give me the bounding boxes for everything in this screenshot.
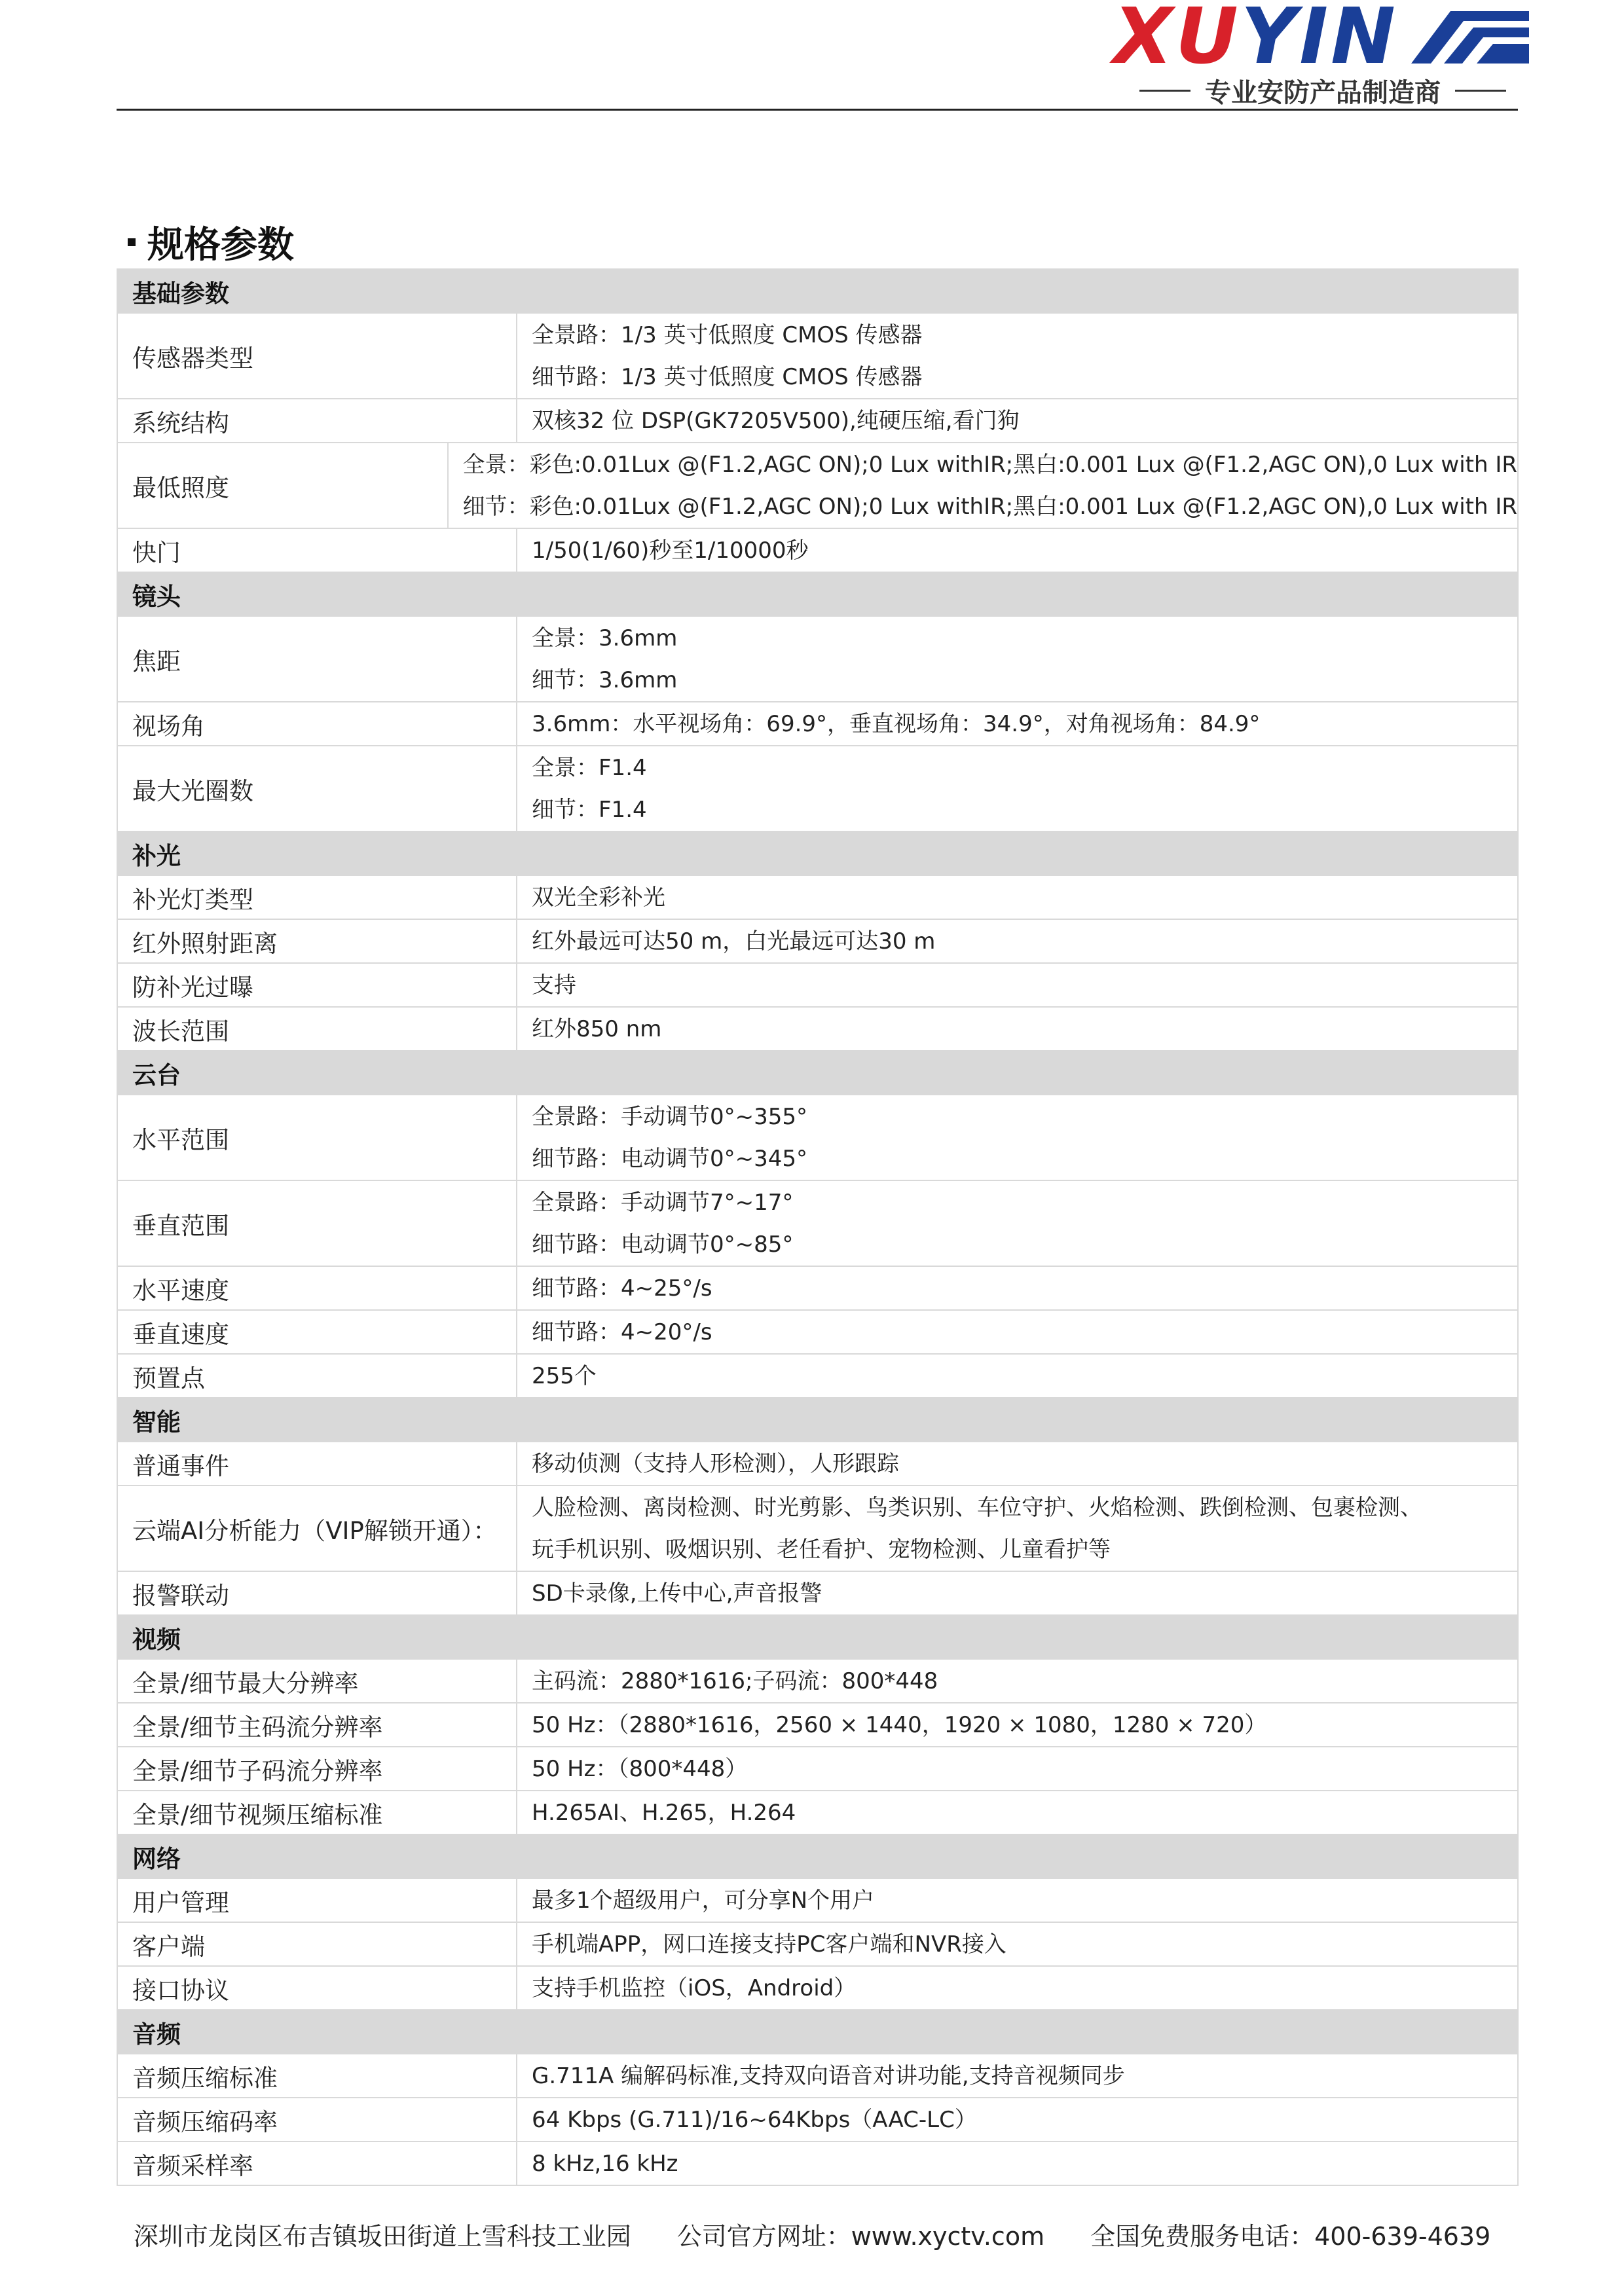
section-title: 基础参数 (132, 279, 229, 308)
section-title: 智能 (132, 1408, 181, 1436)
spec-value (517, 1181, 1517, 1266)
spec-label: 垂直范围 (118, 1181, 517, 1266)
section-title: 镜头 (132, 582, 181, 611)
spec-label: 最低照度 (118, 443, 449, 528)
spec-row (117, 702, 1519, 746)
spec-value (517, 1572, 1517, 1614)
spec-label: 报警联动 (118, 1572, 517, 1614)
spec-value-line: 玩手机识别、吸烟识别、老任看护、宠物检测、儿童看护等 (532, 1536, 1111, 1563)
spec-row (117, 1442, 1519, 1486)
spec-row (117, 876, 1519, 920)
tagline-dash-right (1455, 90, 1506, 92)
logo-blue-part: YIN (1240, 0, 1398, 81)
spec-label: 音频压缩码率 (118, 2098, 517, 2141)
spec-value-line: 全景：F1.4 (532, 754, 647, 781)
spec-value-line: 手机端APP，网口连接支持PC客户端和NVR接入 (532, 1931, 1006, 1958)
spec-value-line: G.711A 编解码标准,支持双向语音对讲功能,支持音视频同步 (532, 2062, 1125, 2089)
spec-value (517, 964, 1517, 1006)
logo-wordmark (1113, 0, 1398, 79)
spec-value (517, 1008, 1517, 1050)
spec-row (117, 1879, 1519, 1923)
spec-label: 全景/细节主码流分辨率 (118, 1704, 517, 1746)
spec-row (117, 1311, 1519, 1355)
page-title: 规格参数 (147, 224, 294, 266)
spec-row (117, 443, 1519, 529)
spec-label: 传感器类型 (118, 314, 517, 398)
spec-value-line: SD卡录像,上传中心,声音报警 (532, 1580, 822, 1607)
spec-value (517, 1355, 1517, 1397)
spec-table (117, 268, 1519, 2186)
logo-tagline (1120, 74, 1526, 107)
spec-row (117, 1095, 1519, 1181)
spec-label: 音频采样率 (118, 2142, 517, 2185)
spec-label: 预置点 (118, 1355, 517, 1397)
spec-value-line: 双光全彩补光 (532, 884, 665, 911)
spec-value (517, 399, 1517, 442)
page-header (0, 0, 1624, 118)
spec-label: 最大光圈数 (118, 746, 517, 831)
section-title: 视频 (132, 1625, 181, 1654)
spec-row (117, 529, 1519, 573)
spec-row (117, 2098, 1519, 2142)
spec-value (517, 2098, 1517, 2141)
spec-row (117, 1704, 1519, 1747)
spec-row (117, 920, 1519, 964)
spec-value-line: 红外最远可达50 m，白光最远可达30 m (532, 928, 936, 955)
spec-value (517, 746, 1517, 831)
spec-value (517, 702, 1517, 745)
spec-value-line: 细节路：1/3 英寸低照度 CMOS 传感器 (532, 363, 923, 390)
spec-label: 水平速度 (118, 1267, 517, 1309)
spec-value (517, 920, 1517, 962)
spec-row (117, 399, 1519, 443)
spec-value-line: 支持 (532, 972, 576, 998)
spec-label: 视场角 (118, 702, 517, 745)
section-title: 补光 (132, 841, 181, 870)
spec-value-line: 全景：彩色:0.01Lux @(F1.2,AGC ON);0 Lux withIR;黑白:0.001 Lux @(F1.2,AGC ON),0 Lux with IR (462, 451, 1517, 478)
spec-value (449, 443, 1517, 528)
spec-label: 波长范围 (118, 1008, 517, 1050)
spec-value (517, 617, 1517, 701)
section-title: 云台 (132, 1061, 181, 1089)
page-footer (0, 2216, 1624, 2255)
section-header-row (117, 1398, 1519, 1442)
spec-value-line: 全景路：手动调节0°~355° (532, 1103, 808, 1130)
spec-row (117, 617, 1519, 702)
page-heading (128, 216, 294, 268)
spec-value-line: 全景路：1/3 英寸低照度 CMOS 传感器 (532, 321, 923, 348)
spec-value-line: 255个 (532, 1362, 597, 1389)
spec-value (517, 1704, 1517, 1746)
spec-row (117, 1008, 1519, 1051)
spec-value-line: 细节：3.6mm (532, 666, 678, 693)
spec-value-line: 移动侦测（支持人形检测），人形跟踪 (532, 1450, 899, 1477)
spec-value-line: 双核32 位 DSP(GK7205V500),纯硬压缩,看门狗 (532, 407, 1020, 434)
spec-value-line: 50 Hz：（800*448） (532, 1755, 748, 1782)
spec-value-line: 1/50(1/60)秒至1/10000秒 (532, 537, 809, 564)
spec-label: 云端AI分析能力（VIP解锁开通）： (118, 1486, 517, 1571)
spec-row (117, 1355, 1519, 1398)
spec-value-line: 8 kHz,16 kHz (532, 2150, 678, 2177)
spec-value (517, 2142, 1517, 2185)
spec-label: 客户端 (118, 1923, 517, 1965)
logo-red-part: XU (1113, 0, 1241, 81)
spec-value-line: 人脸检测、离岗检测、时光剪影、鸟类识别、车位守护、火焰检测、跌倒检测、包裹检测、 (532, 1494, 1422, 1521)
spec-value (517, 1442, 1517, 1485)
spec-value (517, 1267, 1517, 1309)
spec-row (117, 2054, 1519, 2098)
spec-value (517, 1311, 1517, 1353)
section-header-row (117, 270, 1519, 314)
spec-value (517, 1660, 1517, 1702)
spec-label: 全景/细节最大分辨率 (118, 1660, 517, 1702)
spec-value-line: 50 Hz：（2880*1616，2560 × 1440，1920 × 1080，1280 × 720） (532, 1711, 1267, 1738)
spec-value (517, 876, 1517, 919)
spec-value (517, 1747, 1517, 1790)
spec-label: 系统结构 (118, 399, 517, 442)
spec-value (517, 1791, 1517, 1834)
spec-value-line: 细节路：电动调节0°~345° (532, 1145, 808, 1172)
spec-label: 水平范围 (118, 1095, 517, 1180)
spec-label: 接口协议 (118, 1967, 517, 2009)
spec-label: 全景/细节子码流分辨率 (118, 1747, 517, 1790)
spec-row (117, 2142, 1519, 2186)
spec-value-line: 最多1个超级用户，可分享N个用户 (532, 1887, 875, 1914)
brand-logo (1113, 0, 1526, 111)
spec-value-line: 红外850 nm (532, 1015, 662, 1042)
spec-value (517, 1923, 1517, 1965)
heading-bullet-icon (128, 238, 136, 246)
spec-value-line: 细节路：4~25°/s (532, 1275, 712, 1302)
spec-value (517, 314, 1517, 398)
spec-row (117, 1572, 1519, 1616)
spec-value-line: 细节：彩色:0.01Lux @(F1.2,AGC ON);0 Lux withIR;黑白:0.001 Lux @(F1.2,AGC ON),0 Lux with IR (462, 493, 1517, 520)
spec-label: 用户管理 (118, 1879, 517, 1922)
section-title: 音频 (132, 2020, 181, 2049)
spec-label: 全景/细节视频压缩标准 (118, 1791, 517, 1834)
spec-row (117, 1486, 1519, 1572)
spec-value-line: 全景：3.6mm (532, 625, 678, 651)
spec-value (517, 1095, 1517, 1180)
spec-label: 红外照射距离 (118, 920, 517, 962)
spec-label: 补光灯类型 (118, 876, 517, 919)
spec-value-line: 64 Kbps (G.711)/16~64Kbps（AAC-LC） (532, 2106, 977, 2133)
spec-row (117, 964, 1519, 1008)
tagline-dash-left (1139, 90, 1190, 92)
section-header-row (117, 1051, 1519, 1095)
spec-row (117, 1660, 1519, 1704)
spec-label: 防补光过曝 (118, 964, 517, 1006)
spec-value-line: 细节路：电动调节0°~85° (532, 1231, 794, 1258)
section-header-row (117, 2011, 1519, 2054)
logo-swoosh-icon (1405, 8, 1529, 67)
spec-value-line: 细节路：4~20°/s (532, 1319, 712, 1345)
spec-row (117, 746, 1519, 832)
spec-value (517, 2054, 1517, 2097)
spec-value-line: 支持手机监控（iOS，Android） (532, 1975, 857, 2001)
spec-row (117, 314, 1519, 399)
spec-value (517, 529, 1517, 572)
section-header-row (117, 1616, 1519, 1660)
footer-address: 深圳市龙岗区布吉镇坂田街道上雪科技工业园 (133, 2222, 631, 2251)
spec-label: 焦距 (118, 617, 517, 701)
spec-row (117, 1791, 1519, 1835)
header-divider (117, 109, 1518, 111)
spec-label: 垂直速度 (118, 1311, 517, 1353)
spec-label: 快门 (118, 529, 517, 572)
section-header-row (117, 573, 1519, 617)
section-title: 网络 (132, 1844, 181, 1873)
spec-label: 普通事件 (118, 1442, 517, 1485)
spec-row (117, 1267, 1519, 1311)
spec-value-line: 3.6mm：水平视场角：69.9°，垂直视场角：34.9°，对角视场角：84.9° (532, 710, 1261, 737)
spec-row (117, 1181, 1519, 1267)
spec-row (117, 1967, 1519, 2011)
spec-value-line: 主码流：2880*1616;子码流：800*448 (532, 1667, 938, 1694)
spec-value-line: H.265AI、H.265，H.264 (532, 1799, 796, 1826)
footer-hotline: 全国免费服务电话：400-639-4639 (1090, 2222, 1491, 2251)
spec-row (117, 1923, 1519, 1967)
spec-value (517, 1967, 1517, 2009)
spec-value-line: 细节：F1.4 (532, 796, 647, 823)
footer-website: 公司官方网址：www.xyctv.com (676, 2222, 1045, 2251)
tagline-text: 专业安防产品制造商 (1205, 77, 1441, 108)
section-header-row (117, 1835, 1519, 1879)
spec-value (517, 1486, 1517, 1571)
spec-value (517, 1879, 1517, 1922)
spec-row (117, 1747, 1519, 1791)
spec-value-line: 全景路：手动调节7°~17° (532, 1189, 794, 1216)
section-header-row (117, 832, 1519, 876)
spec-label: 音频压缩标准 (118, 2054, 517, 2097)
